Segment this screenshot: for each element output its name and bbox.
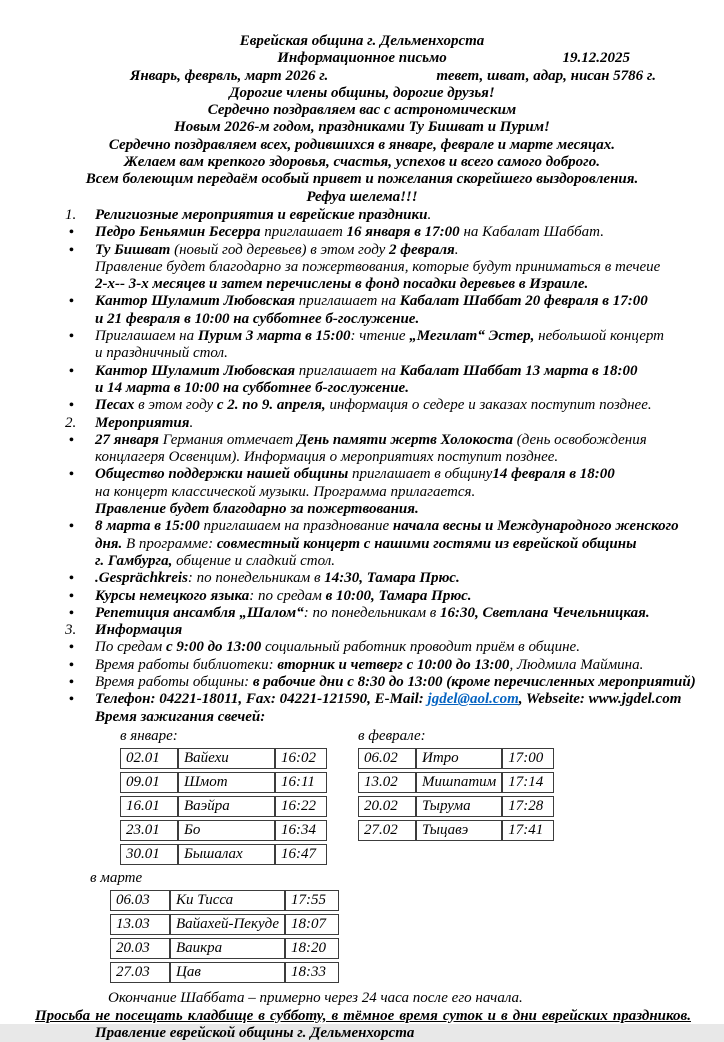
bullet-marker: • [69, 467, 74, 483]
text-segment: Педро Беньямин Бесерра [95, 224, 265, 241]
bullet-marker: • [69, 432, 74, 448]
text-segment: Германия отмечает [162, 431, 297, 448]
bullet-marker: • [69, 329, 74, 345]
time-cell: 18:20 [285, 938, 339, 959]
text-segment: совместный концерт с нашими гостями из еврейской общины [216, 535, 637, 552]
bullet-marker: • [69, 571, 74, 587]
table-label-march: в марте [90, 870, 143, 887]
text-segment: Религиозные мероприятия и еврейские праздники [95, 206, 428, 223]
time-cell: 17:00 [502, 748, 554, 769]
parsha-cell: Тырума [416, 796, 502, 817]
table-row [120, 820, 327, 841]
item-content [95, 293, 696, 328]
text-line [95, 622, 696, 639]
text-segment: .Gesprächkreis [95, 570, 188, 587]
bullet-marker: • [69, 692, 74, 708]
text-line [95, 691, 696, 708]
text-segment: и праздничный стол. [95, 345, 228, 362]
text-line [95, 224, 696, 241]
bullet-marker: • [69, 640, 74, 656]
greeting-line: Сердечно поздравляем всех, родившихся в январе, феврале и марте месяцах. [108, 136, 616, 153]
text-segment: Мероприятия [95, 414, 190, 431]
greeting-line: Рефуа шелема!!! [306, 188, 418, 205]
time-cell: 17:41 [502, 820, 554, 841]
text-segment: Кантор Шуламит Любовская [95, 362, 299, 379]
text-segment: Время зажигания свечей: [95, 708, 266, 725]
text-segment: Кабалат Шаббат 13 марта в 18:00 [399, 362, 638, 379]
text-segment: Кабалат Шаббат 20 февраля в 17:00 [399, 293, 648, 310]
text-segment: 2-х-- 3-х месяцев и затем перечислены в фонд посадки деревьев в Израиле. [95, 276, 589, 293]
community-title: Еврейская община г. Дельменхорста [239, 33, 485, 49]
text-segment: , Людмила Маймина. [509, 656, 644, 673]
time-cell: 17:14 [502, 772, 554, 793]
text-segment: Приглашаем на [95, 328, 198, 345]
table-row [358, 748, 554, 769]
text-segment: и 21 февраля в 10:00 на субботнее б-гослужение. [95, 310, 420, 327]
item-content [95, 397, 696, 414]
list-item [60, 605, 696, 622]
text-segment: информация о седере и заказах поступит позднее. [325, 397, 652, 414]
period-hebrew: тевет, шват, адар, нисан 5786 г. [436, 67, 656, 84]
item-content [95, 466, 696, 518]
text-line [95, 588, 696, 605]
text-segment: вторник и четверг с 10:00 до 13:00 [277, 656, 510, 673]
greeting-line: Всем болеющим передаём особый привет и пожелания скорейшего выздоровления. [85, 171, 639, 188]
text-line [95, 536, 696, 553]
text-segment: начала весны и Международного женского [392, 518, 679, 535]
parsha-cell: Ки Тисса [170, 890, 285, 911]
date-cell: 27.02 [358, 820, 416, 841]
candle-table-block-march [90, 870, 724, 986]
text-segment: приглашает в общину [352, 466, 493, 483]
time-cell: 18:33 [285, 962, 339, 983]
text-segment: По средам [95, 639, 166, 656]
parsha-cell: Итро [416, 748, 502, 769]
text-segment: Время работы общины: [95, 673, 253, 690]
parsha-cell: Мишпатим [416, 772, 502, 793]
item-content [95, 709, 696, 726]
list-item [60, 397, 696, 414]
date-cell: 27.03 [110, 962, 170, 983]
text-segment: небольшой концерт [534, 328, 664, 345]
bullet-marker: • [69, 588, 74, 604]
table-row [110, 962, 339, 983]
table-row [358, 772, 554, 793]
text-line [95, 501, 696, 518]
text-segment: День памяти жертв Холокоста [296, 431, 517, 448]
text-segment: дня. [95, 535, 126, 552]
time-cell: 16:11 [275, 772, 327, 793]
text-segment: , Webseite: www.jgdel.com [518, 691, 682, 708]
parsha-cell: Вайахей-Пекуде [170, 914, 285, 935]
items-list [0, 207, 724, 726]
text-segment: Время работы библиотеки: [95, 656, 278, 673]
candle-table-february [358, 745, 554, 844]
parsha-cell: Бо [178, 820, 275, 841]
email-link[interactable]: jgdel@aol.com [427, 691, 519, 708]
parsha-cell: Цав [170, 962, 285, 983]
item-content [95, 415, 696, 432]
text-line [95, 276, 696, 293]
item-content [95, 570, 696, 587]
text-segment: (день освобождения [516, 431, 647, 448]
text-line [95, 397, 696, 414]
item-content [95, 657, 696, 674]
time-cell: 17:28 [502, 796, 554, 817]
shabbat-end-note: Окончание Шаббата – примерно через 24 часа после его начала. [108, 990, 523, 1007]
text-segment: концлагеря Освенцим). Информация о мероприятиях поступит позднее. [95, 449, 559, 466]
text-segment: с 9:00 до 13:00 [165, 639, 266, 656]
item-content [95, 363, 696, 398]
bullet-marker: • [69, 398, 74, 414]
text-segment: : по понедельникам в [303, 604, 441, 621]
candle-table-january [120, 745, 327, 868]
text-segment: на Кабалат Шаббат. [463, 224, 604, 241]
number-marker: 2. [65, 414, 77, 431]
letter-date: 19.12.2025 [562, 50, 630, 67]
bullet-marker: • [69, 657, 74, 673]
text-segment: приглашает на [298, 362, 400, 379]
candle-table-block-february [358, 728, 554, 868]
list-item [60, 674, 696, 691]
candle-table-march [110, 887, 339, 986]
text-line [95, 484, 696, 501]
text-line [95, 605, 696, 622]
cemetery-notice: Просьба не посещать кладбище в субботу, в тёмное время суток и в дни еврейских праздников. [35, 1007, 691, 1024]
greeting-block [0, 85, 724, 206]
candle-table-block-january [120, 728, 327, 868]
text-line [95, 242, 696, 259]
indented-line [60, 709, 696, 726]
parsha-cell: Вайехи [178, 748, 275, 769]
item-content [95, 224, 696, 241]
text-line [95, 518, 696, 535]
text-line [95, 363, 696, 380]
item-content [95, 328, 696, 363]
date-cell: 02.01 [120, 748, 178, 769]
text-line [95, 345, 696, 362]
time-cell: 16:02 [275, 748, 327, 769]
bullet-marker: • [69, 294, 74, 310]
list-item [60, 588, 696, 605]
date-cell: 16.01 [120, 796, 178, 817]
parsha-cell: Тыцавэ [416, 820, 502, 841]
text-segment: Телефон: 04221-18011, Fax: 04221-121590, E-Mail: [95, 691, 428, 708]
list-item [60, 293, 696, 328]
text-segment: . [454, 241, 459, 258]
item-content [95, 674, 696, 691]
text-segment: : чтение [350, 328, 410, 345]
table-row [120, 772, 327, 793]
item-content [95, 639, 696, 656]
text-segment: и 14 марта в 10:00 на субботнее б-гослужение. [95, 379, 409, 396]
text-segment: Правление будет благодарно за пожертвования. [95, 501, 419, 518]
date-cell: 13.02 [358, 772, 416, 793]
list-item [60, 691, 696, 708]
text-line [95, 449, 696, 466]
text-line [95, 657, 696, 674]
text-line [95, 311, 696, 328]
bullet-marker: • [69, 225, 74, 241]
text-line [95, 328, 696, 345]
text-segment: Курсы немецкого языка [95, 587, 250, 604]
text-segment: Песах [95, 397, 139, 414]
item-content [95, 605, 696, 622]
numbered-item [60, 622, 696, 639]
list-item [60, 363, 696, 398]
greeting-line: Новым 2026-м годом, праздниками Ту Бишват и Пурим! [174, 119, 550, 136]
number-marker: 1. [65, 206, 77, 223]
greeting-line: Сердечно поздравляем вас с астрономическим [207, 102, 517, 119]
period-row [0, 68, 724, 85]
table-label-february: в феврале: [358, 727, 426, 744]
text-segment: приглашает на [298, 293, 400, 310]
bullet-marker: • [69, 242, 74, 258]
list-item [60, 328, 696, 363]
text-segment: . [189, 414, 194, 431]
text-segment: на концерт классической музыки. Программа прилагается. [95, 483, 476, 500]
time-cell: 16:47 [275, 844, 327, 865]
text-segment: : по средам [249, 587, 326, 604]
date-cell: 06.03 [110, 890, 170, 911]
text-segment: Репетиция ансамбля „Шалом“ [95, 604, 304, 621]
list-item [60, 570, 696, 587]
bullet-marker: • [69, 519, 74, 535]
text-segment: социальный работник проводит приём в общине. [265, 639, 580, 656]
text-segment: 16 января в 17:00 [346, 224, 464, 241]
date-cell: 06.02 [358, 748, 416, 769]
text-segment: 8 марта в 15:00 [95, 518, 204, 535]
list-item [60, 657, 696, 674]
text-segment: Информация [95, 622, 183, 639]
greeting-line: Дорогие члены общины, дорогие друзья! [229, 84, 495, 101]
board-signature: Правление еврейской общины г. Дельменхорста [95, 1025, 415, 1042]
table-row [110, 938, 339, 959]
candle-tables-row [120, 728, 724, 868]
text-segment: Правление будет благодарно за пожертвования, которые будут приниматься в течеие [95, 258, 661, 275]
text-segment: . [427, 206, 432, 223]
time-cell: 16:22 [275, 796, 327, 817]
date-cell: 13.03 [110, 914, 170, 935]
table-row [120, 748, 327, 769]
indent-spacer [60, 709, 95, 726]
text-segment: (новый год деревьев) в этом году [174, 241, 390, 258]
table-row [110, 890, 339, 911]
text-segment: 2 февраля [389, 241, 455, 258]
text-segment: г. Гамбурга, [95, 552, 177, 569]
list-item [60, 518, 696, 570]
letter-title-row [0, 50, 724, 67]
item-content [95, 518, 696, 570]
text-segment: в 10:00, Тамара Прюс. [325, 587, 472, 604]
list-item [60, 224, 696, 241]
text-segment: : по понедельникам в [187, 570, 325, 587]
item-content [95, 691, 696, 708]
date-cell: 30.01 [120, 844, 178, 865]
bullet-marker: • [69, 674, 74, 690]
time-cell: 18:07 [285, 914, 339, 935]
text-segment: с 2. по 9. апреля, [216, 397, 326, 414]
bullet-marker: • [69, 605, 74, 621]
table-label-january: в январе: [120, 727, 178, 744]
number-marker: 3. [65, 622, 77, 639]
text-segment: В программе: [126, 535, 217, 552]
table-row [120, 796, 327, 817]
text-segment: Ту Бишват [95, 241, 175, 258]
parsha-cell: Шмот [178, 772, 275, 793]
text-segment: 16:30, Светлана Чечельницкая. [440, 604, 650, 621]
text-line [95, 432, 696, 449]
time-cell: 17:55 [285, 890, 339, 911]
period-gregorian: Январь, феврвль, март 2026 г. [130, 67, 329, 84]
numbered-item [60, 207, 696, 224]
parsha-cell: Бышалах [178, 844, 275, 865]
text-segment: Общество поддержки нашей общины [95, 466, 353, 483]
date-cell: 09.01 [120, 772, 178, 793]
text-segment: приглашает [264, 224, 347, 241]
item-content [95, 242, 696, 294]
parsha-cell: Ваэйра [178, 796, 275, 817]
table-row [110, 914, 339, 935]
text-line [95, 259, 696, 276]
text-segment: в рабочие дни с 8:30 до 13:00 (кроме перечисленных мероприятий) [252, 673, 696, 690]
list-item [60, 639, 696, 656]
text-line [95, 570, 696, 587]
text-segment: 14:30, Тамара Прюс. [324, 570, 460, 587]
list-item [60, 432, 696, 467]
date-cell: 20.03 [110, 938, 170, 959]
text-segment: „Мегилат“ Эстер, [409, 328, 535, 345]
text-line [95, 674, 696, 691]
item-content [95, 207, 696, 224]
text-line [95, 553, 696, 570]
bullet-marker: • [69, 363, 74, 379]
text-line [95, 415, 696, 432]
date-cell: 23.01 [120, 820, 178, 841]
text-line [95, 466, 696, 483]
text-segment: общение и сладкий стол. [176, 552, 336, 569]
text-segment: приглашаем на празднование [203, 518, 393, 535]
text-line [95, 207, 696, 224]
text-line [95, 380, 696, 397]
text-line [95, 639, 696, 656]
item-content [95, 588, 696, 605]
letter-title: Информационное письмо [277, 50, 447, 67]
greeting-line: Желаем вам крепкого здоровья, счастья, успехов и всего самого доброго. [124, 154, 600, 171]
text-segment: 14 февраля в 18:00 [492, 466, 615, 483]
text-segment: Кантор Шуламит Любовская [95, 293, 299, 310]
text-line [95, 293, 696, 310]
table-row [358, 796, 554, 817]
table-row [120, 844, 327, 865]
item-content [95, 622, 696, 639]
table-row [358, 820, 554, 841]
text-segment: 27 января [95, 431, 163, 448]
text-segment: Пурим 3 марта в 15:00 [197, 328, 351, 345]
text-segment: в этом году [138, 397, 217, 414]
text-line [95, 709, 696, 726]
list-item [60, 466, 696, 518]
time-cell: 16:34 [275, 820, 327, 841]
numbered-item [60, 415, 696, 432]
item-content [95, 432, 696, 467]
date-cell: 20.02 [358, 796, 416, 817]
list-item [60, 242, 696, 294]
parsha-cell: Ваикра [170, 938, 285, 959]
